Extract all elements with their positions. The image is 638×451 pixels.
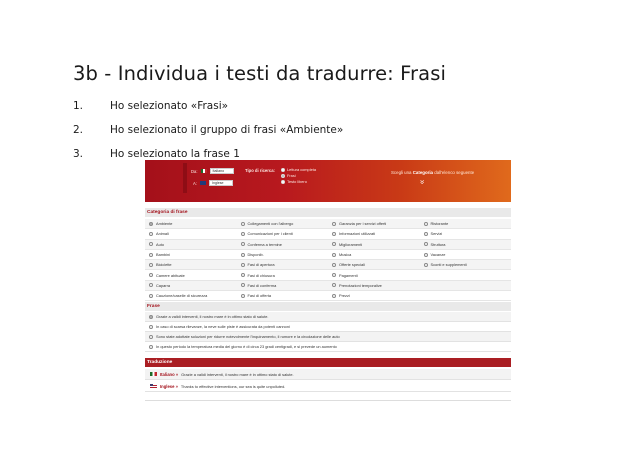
category-label: Pagamenti: [339, 272, 358, 278]
search-option-freetext[interactable]: Testo libero: [281, 179, 307, 184]
radio-icon: [281, 168, 285, 172]
category-label: Comunicazioni per i clienti: [247, 231, 293, 237]
category-label: Musica: [339, 252, 352, 258]
step-item: [73, 99, 343, 123]
category-label: Ristorante: [430, 221, 449, 227]
step-text: Ho selezionato il gruppo di frasi «Ambiente»: [110, 124, 344, 136]
category-label: Biciclette: [156, 262, 172, 268]
phrase-text: In caso di scarsa rilevanze, la neve sulle piste è assicurata da potenti cannoni: [156, 324, 290, 329]
category-label: Cauzione/caselle di sicurezza: [156, 293, 208, 299]
radio-icon: [149, 325, 153, 329]
radio-icon: [241, 294, 245, 298]
category-row: [145, 229, 511, 239]
radio-icon: [281, 180, 285, 184]
step-item: [73, 123, 343, 147]
category-label: Fasi di offerta: [247, 293, 271, 299]
category-option[interactable]: [237, 283, 329, 288]
radio-icon: [149, 253, 153, 257]
radio-icon: [332, 222, 336, 226]
italy-flag-icon: [150, 372, 157, 377]
category-option[interactable]: [237, 273, 329, 278]
category-option[interactable]: [328, 221, 420, 226]
category-option[interactable]: [328, 273, 420, 278]
radio-icon: [332, 263, 336, 267]
phrase-option[interactable]: [145, 342, 511, 352]
category-label: Struttura: [430, 241, 446, 247]
category-hint: Scegli una Categoria dall'elenco seguente: [391, 170, 475, 175]
translation-header: Traduzione: [145, 358, 511, 367]
radio-icon: [332, 232, 336, 236]
category-row: [145, 291, 511, 301]
phrase-option[interactable]: [145, 322, 511, 332]
category-label: Vacanze: [430, 252, 446, 258]
radio-icon: [332, 253, 336, 257]
search-banner: [145, 160, 511, 202]
phrase-list: [145, 312, 511, 352]
uk-flag-icon: [150, 384, 157, 389]
radio-icon: [424, 263, 428, 267]
category-option[interactable]: [328, 242, 420, 247]
source-language-label: Da:: [191, 168, 198, 174]
category-row: [145, 250, 511, 260]
radio-icon: [241, 242, 245, 246]
category-option[interactable]: [328, 293, 420, 298]
category-option[interactable]: [328, 231, 420, 236]
category-label: Miglioramenti: [339, 241, 363, 247]
category-label: Garanzia per i servizi offerti: [339, 221, 387, 227]
category-option[interactable]: [145, 242, 237, 247]
source-language-row: [191, 168, 234, 174]
categories-header: Categoria di frase: [145, 208, 511, 217]
search-type-label: Tipo di ricerca:: [245, 168, 275, 173]
category-label: Conferma a termine: [247, 241, 282, 247]
category-option[interactable]: [237, 293, 329, 298]
category-label: Prezzi: [339, 293, 350, 299]
search-option-full[interactable]: Lettura completa: [281, 167, 316, 172]
category-row: [145, 240, 511, 250]
category-label: Servizi: [430, 231, 443, 237]
category-label: Auto: [156, 241, 165, 247]
phrase-text: Sono state adottate soluzioni per ridurre notevolmente l'inquinamento, il rumore e la circolazione delle auto: [156, 334, 340, 339]
category-label: Fasi di chiusura: [247, 272, 275, 278]
category-option[interactable]: [237, 252, 329, 257]
phrase-option[interactable]: [145, 332, 511, 342]
category-option[interactable]: [145, 252, 237, 257]
category-label: Fasi di apertura: [247, 262, 275, 268]
radio-icon: [332, 283, 336, 287]
radio-icon: [241, 222, 245, 226]
translator-logo-icon: [183, 163, 187, 193]
category-option[interactable]: [145, 273, 237, 278]
category-option[interactable]: [420, 231, 512, 236]
category-row: [145, 270, 511, 280]
radio-icon: [149, 242, 153, 246]
slide-title: 3b - Individua i testi da tradurre: Frasi: [73, 62, 446, 85]
category-label: Caparra: [156, 282, 171, 288]
radio-selected-icon: [281, 174, 285, 178]
radio-icon: [149, 232, 153, 236]
radio-icon: [424, 253, 428, 257]
category-option[interactable]: [237, 231, 329, 236]
radio-icon: [424, 242, 428, 246]
category-option[interactable]: [420, 262, 512, 267]
app-screenshot: [145, 160, 511, 401]
radio-icon: [424, 232, 428, 236]
category-option[interactable]: [328, 252, 420, 257]
phrases-header: Frase: [145, 302, 511, 311]
radio-icon: [332, 294, 336, 298]
step-text: Ho selezionato «Frasi»: [110, 100, 229, 112]
radio-icon: [424, 222, 428, 226]
category-label: Prenotazioni temporalive: [339, 282, 382, 288]
category-row: [145, 260, 511, 270]
category-label: Animali: [156, 231, 169, 237]
radio-icon: [241, 232, 245, 236]
radio-icon: [241, 263, 245, 267]
category-label: Sconti e supplementi: [430, 262, 467, 268]
radio-icon: [241, 283, 245, 287]
category-option[interactable]: [328, 283, 420, 288]
double-chevron-down-icon[interactable]: »: [418, 179, 428, 185]
radio-icon: [241, 273, 245, 277]
target-language-label: A:: [193, 180, 197, 186]
category-option[interactable]: [328, 262, 420, 267]
italy-flag-icon: [201, 169, 207, 173]
category-label: Offerte speciali: [339, 262, 365, 268]
category-grid: [145, 219, 511, 301]
phrase-text: In questo periodo la temperatura media del giorno è di circa 23 gradi centigradi, e si prevede un aumento: [156, 344, 337, 349]
category-label: Collegamenti con l'albergo: [247, 221, 294, 227]
radio-icon: [149, 273, 153, 277]
radio-icon: [149, 294, 153, 298]
translation-row-italian: [145, 369, 511, 380]
radio-icon: [149, 345, 153, 349]
step-number: 3.: [73, 148, 84, 160]
translation-row-english: [145, 381, 511, 392]
translation-language[interactable]: Inglese »: [160, 383, 178, 389]
source-language-select[interactable]: Italiano: [210, 168, 234, 174]
step-number: 2.: [73, 124, 84, 136]
category-label: Bambini: [156, 252, 171, 258]
category-option[interactable]: [237, 262, 329, 267]
search-option-phrases[interactable]: Frasi: [281, 173, 296, 178]
category-label: Disponib.: [247, 252, 264, 258]
phrase-option[interactable]: [145, 312, 511, 322]
category-label: Fasi di conferma: [247, 282, 277, 288]
target-language-row: [193, 180, 233, 186]
translation-language[interactable]: Italiano »: [160, 371, 179, 377]
category-option[interactable]: [237, 221, 329, 226]
category-option[interactable]: [145, 283, 237, 288]
radio-selected-icon: [149, 222, 153, 226]
radio-selected-icon: [149, 315, 153, 319]
category-option[interactable]: [420, 242, 512, 247]
radio-icon: [332, 273, 336, 277]
step-text: Ho selezionato la frase 1: [110, 148, 240, 160]
category-option[interactable]: [145, 231, 237, 236]
uk-flag-icon: [200, 181, 206, 185]
radio-icon: [332, 242, 336, 246]
category-label: Ambiente: [156, 221, 173, 227]
category-option[interactable]: [420, 221, 512, 226]
category-option[interactable]: [420, 252, 512, 257]
category-option[interactable]: [145, 262, 237, 267]
category-row: [145, 281, 511, 291]
radio-icon: [149, 335, 153, 339]
translation-text: Grazie a validi interventi, il nostro mare è in ottimo stato di salute.: [181, 371, 294, 377]
category-option[interactable]: [145, 221, 237, 226]
translation-text: Thanks to effective interventions, our sea is quite unpolluted.: [180, 383, 286, 389]
target-language-select[interactable]: Inglese: [209, 180, 233, 186]
step-number: 1.: [73, 100, 84, 112]
radio-icon: [149, 283, 153, 287]
category-option[interactable]: [237, 242, 329, 247]
radio-icon: [149, 263, 153, 267]
category-label: Informazioni utilizzati: [339, 231, 376, 237]
category-row: [145, 219, 511, 229]
category-option[interactable]: [145, 293, 237, 298]
category-label: Camere abituate: [156, 272, 185, 278]
phrase-text: Grazie a validi interventi, il nostro mare è in ottimo stato di salute.: [156, 314, 269, 319]
radio-icon: [241, 253, 245, 257]
